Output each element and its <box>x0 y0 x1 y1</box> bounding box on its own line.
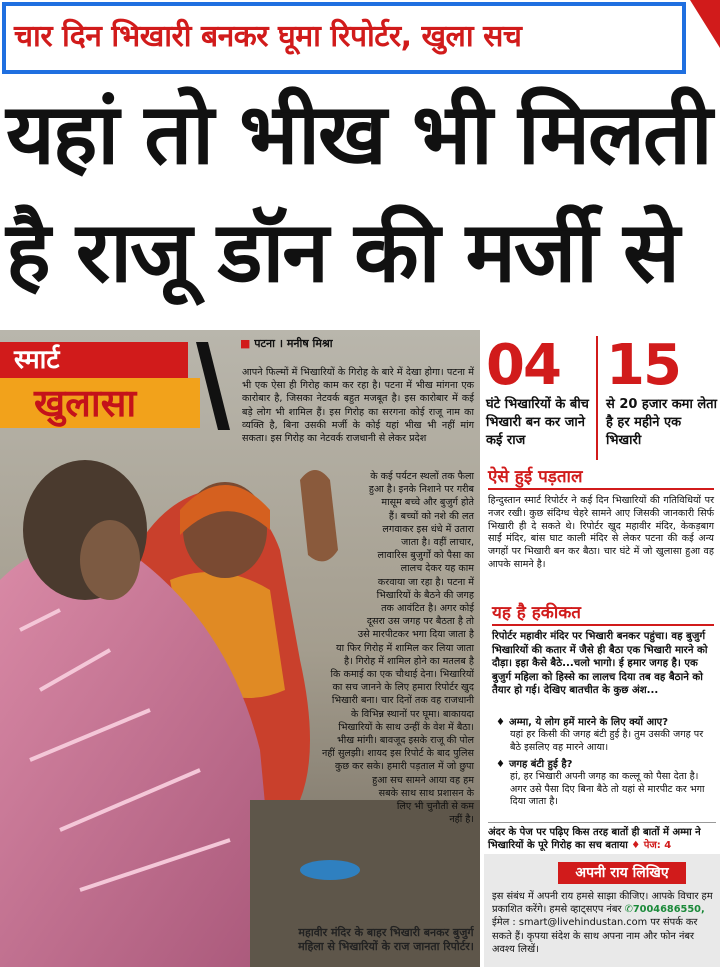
article-line: हुआ है। इनके निशाने पर गरीब <box>368 484 474 496</box>
opinion-text <box>492 890 714 956</box>
article-line: भीख मांगी। बावजूद इसके राजू की पोल <box>336 735 474 747</box>
article-line: नहीं है। <box>449 814 474 826</box>
article-line: लगवाकर इस धंधे में उतारा <box>382 523 474 535</box>
whatsapp-icon: ✆ <box>624 904 633 916</box>
section-heading-investigation: ऐसे हुई पड़ताल <box>488 467 583 487</box>
article-line: उसे मारपीटकर भगा दिया जाता है <box>357 629 474 641</box>
stat-hours <box>486 333 598 460</box>
byline-text: पटना । मनीष मिश्रा <box>254 337 333 350</box>
qa-answer: यहां हर किसी की जगह बंटी हुई है। तुम उसकी जगह पर बैठे इसलिए वह मारने आया। <box>510 729 704 753</box>
byline-bullet-icon: ■ <box>240 337 251 350</box>
contact-email: ईमेल : smart@livehindustan.com <box>492 917 648 929</box>
qa-question: अम्मा, ये लोग हमें मारने के लिए क्यों आए? <box>508 717 668 728</box>
stat-number: 15 <box>606 333 680 398</box>
article-line: भिखारियों के बैठने की जगह <box>376 589 474 601</box>
qa-item <box>496 758 714 809</box>
article-line: लिए भी चुनौती से कम <box>396 801 474 813</box>
stats-panel <box>482 333 720 460</box>
article-line: भिखारियों के साथ उन्हीं के वेश में बैठा। <box>338 721 474 733</box>
article-line: है। गिरोह में शामिल होने का मतलब है <box>344 655 474 667</box>
opinion-outro: पर संपर्क कर सकते हैं। कृपया संदेश के साथ अपना नाम और फोन नंबर अवश्य लिखें। <box>492 917 698 955</box>
article-line: हैं। बच्चों को नशे की लत <box>388 510 474 522</box>
section-text-reality: रिपोर्टर महावीर मंदिर पर भिखारी बनकर पहुंचा। वह बुजुर्ग भिखारियों की कतार में जैसे ही बैठा एक भिखारी मारने को दौड़ा। इहा कैसे बैठे...चलो भागो। ई हमार जगह है। एक बुजुर्ग महिला को हिस्से का लालच दिया तब वह बैठाने को तैयार हो गई। देखिए बातचीत के कुछ अंश... <box>492 631 708 697</box>
opinion-box <box>484 854 720 967</box>
badge-slash-icon <box>196 342 230 430</box>
article-line: मासूम बच्चे और बुजुर्ग होते <box>381 497 474 509</box>
section-heading-reality: यह है हकीकत <box>492 603 581 623</box>
article-line: हुआ सच सामने आया वह हम <box>372 774 474 786</box>
article-body-wrapped <box>242 470 474 826</box>
headline-line-1: यहां तो भीख भी मिलती <box>6 85 711 183</box>
badge-line-1: स्मार्ट <box>0 342 188 378</box>
continued-text: अंदर के पेज पर पढ़िए किस तरह बातों ही बातों में अम्मा ने भिखारियों के पूरे गिरोह का सच बताया <box>488 827 701 851</box>
stat-description: घंटे भिखारियों के बीच भिखारी बन कर जाने कई राज <box>486 397 589 448</box>
article-line: लालच देकर यह काम <box>400 563 474 575</box>
article-line: सबके साथ साथ प्रशासन के <box>378 787 474 799</box>
article-line: तक आवंटित है। अगर कोई <box>381 603 474 615</box>
article-line: जाता है। वहीं लाचार, <box>401 537 474 549</box>
kicker-box <box>2 2 686 74</box>
article-line: का सच जानने के लिए हमारा रिपोर्टर खुद <box>332 682 474 694</box>
whatsapp-number: 7004686550, <box>632 904 705 916</box>
stat-earnings <box>606 333 718 460</box>
article-body-top: आपने फिल्मों में भिखारियों के गिरोह के बारे में देखा होगा। पटना में भी एक ऐसा ही गिरोह काम कर रहा है। पटना में भीख मांगना एक कारोबार है, जिसका नेटवर्क बहुत मजबूत है। इस कारोबार में कई बड़े लोग भी शामिल हैं। इस गिरोह का सरगना कोई राजू नाम का व्यक्ति है, बिना उसकी मर्जी के कोई यहां भीख भी नहीं मांग सकता। इस गिरोह का नेटवर्क राजधानी से लेकर प्रदेश <box>242 367 474 445</box>
section-text-investigation: हिन्दुस्तान स्मार्ट रिपोर्टर ने कई दिन भिखारियों की गतिविधियों पर नजर रखी। कुछ संदिग्ध चेहरे सामने आए जिसकी जानकारी सिर्फ भिखारी ही दे सकते थे। रिपोर्टर खुद महावीर मंदिर, केकड़बाग साईं मंदिर, बांस घाट काली मंदिर से लेकर पटना की कई अन्य जगहों पर भिखारी बन कर बैठा। चार घंटे में जो खुलासा हुआ वह आपके सामने है। <box>488 495 714 570</box>
section-divider <box>492 624 714 626</box>
qa-item <box>496 716 714 754</box>
headline-line-2: है राजू डॉन की मर्जी से <box>6 203 678 301</box>
article-line: कि कमाई का एक चौथाई देना। भिखारियों <box>330 669 474 681</box>
article-line: कुछ कर सके। हमारी पड़ताल में जो छुपा <box>335 761 474 773</box>
qa-answer: हां, हर भिखारी अपनी जगह का कल्लू को पैसा देता है। अगर उसे पैसा दिए बिना बैठे तो यहां से मारपीट कर भगा दिया जाता है। <box>510 771 705 808</box>
article-line: करवाया जा रहा है। पटना में <box>377 576 474 588</box>
smart-khulasa-badge <box>0 342 230 430</box>
diamond-bullet-icon: ♦ <box>496 759 505 770</box>
stat-number: 04 <box>486 333 560 398</box>
diamond-bullet-icon: ♦ <box>496 717 505 728</box>
article-line: लावारिस बुजुर्गों को पैसा का <box>377 550 474 562</box>
continued-note <box>488 822 716 852</box>
article-column <box>238 336 476 871</box>
article-line: के कई पर्यटन स्थलों तक फैला <box>370 471 474 482</box>
article-line: के विभिन्न स्थानों पर घूमा। बाकायदा <box>351 708 474 720</box>
photo-caption: महावीर मंदिर के बाहर भिखारी बनकर बुजुर्ग महिला से भिखारियों के राज जानता रिपोर्टर। <box>298 926 474 953</box>
section-divider <box>488 488 714 490</box>
stat-description: से 20 हजार कमा लेता है हर महीने एक भिखारी <box>606 397 717 448</box>
kicker-text: चार दिन भिखारी बनकर घूमा रिपोर्टर, खुला सच <box>14 19 522 54</box>
byline <box>240 336 333 351</box>
page-reference: ♦ पेज: 4 <box>631 840 672 851</box>
article-line: नहीं सुलझी। शायद इस रिपोर्ट के बाद पुलिस <box>321 748 474 760</box>
article-line: भिखारी बना। चार दिनों तक वह राजधानी <box>331 695 474 707</box>
corner-triangle-icon <box>690 0 720 48</box>
opinion-title: अपनी राय लिखिए <box>558 862 686 884</box>
badge-line-2: खुलासा <box>0 378 200 428</box>
article-line: दूसरा उस जगह पर बैठता है तो <box>366 616 474 628</box>
article-line: या फिर गिरोह में शामिल कर लिया जाता <box>336 642 474 654</box>
opinion-intro: इस संबंध में अपनी राय हमसे साझा कीजिए। आपके विचार हम प्रकाशित करेंगे। हमसे व्हाट्सएप नंबर <box>492 891 713 916</box>
qa-question: जगह बंटी हुई है? <box>508 759 573 770</box>
